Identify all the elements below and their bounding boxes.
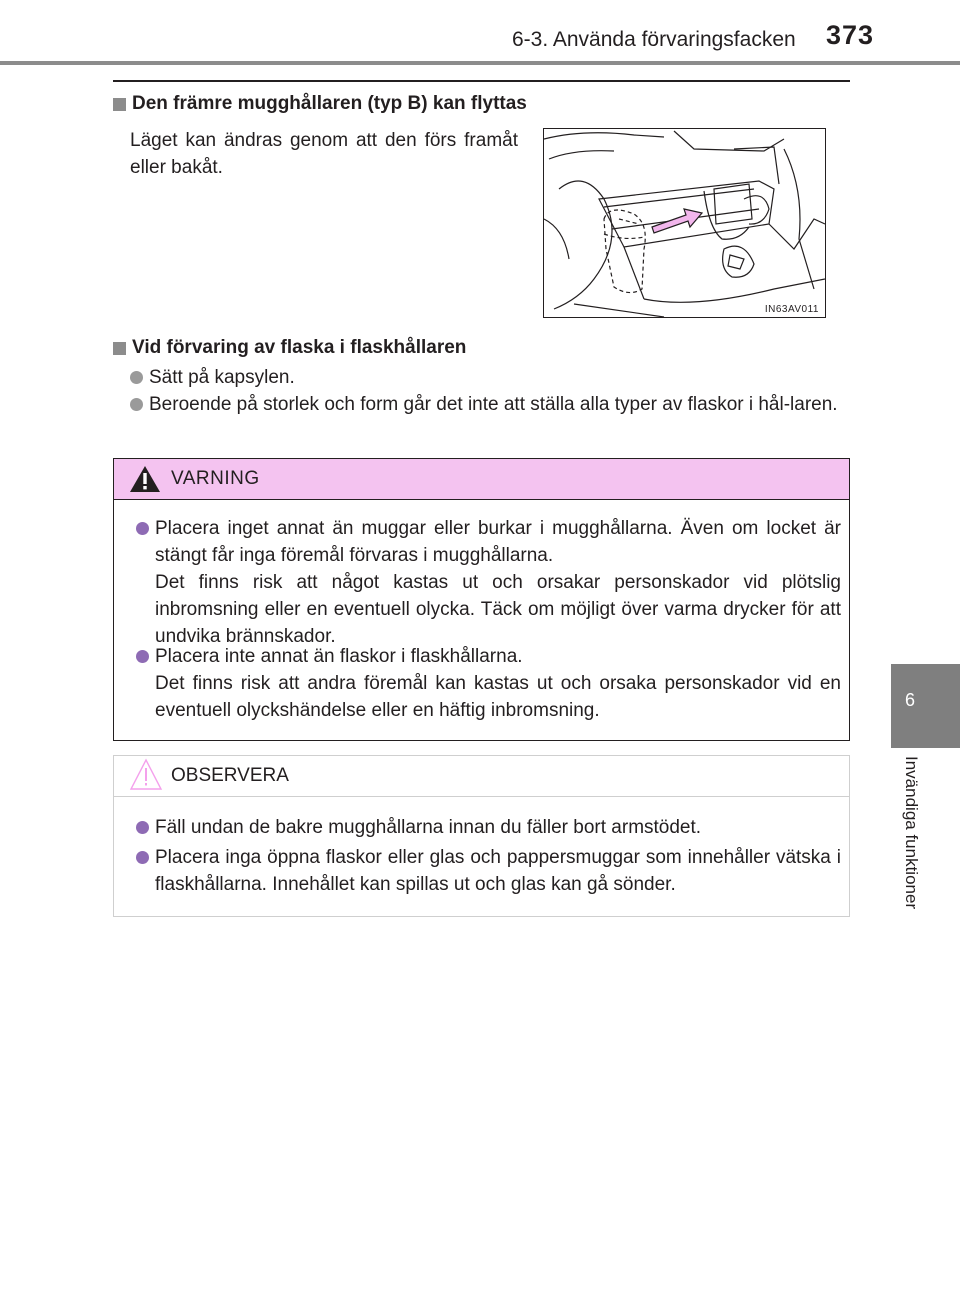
page-number: 373 bbox=[826, 20, 875, 50]
chapter-title: 6-3. Använda förvaringsfacken bbox=[512, 28, 796, 51]
warning-bullet-text: Placera inte annat än flaskor i flaskhållarna. bbox=[155, 646, 523, 667]
round-bullet-icon bbox=[136, 851, 149, 864]
bullet-item bbox=[130, 391, 850, 418]
warning-bullet-detail: Det finns risk att andra föremål kan kastas ut och orsaka personskador vid en eventuell olyckshändelse eller en häftig inbromsning. bbox=[155, 673, 841, 721]
caution-triangle-icon bbox=[129, 758, 163, 792]
round-bullet-icon bbox=[136, 522, 149, 535]
warning-title: VARNING bbox=[171, 468, 260, 489]
section-heading-text: Den främre mugghållaren (typ B) kan flyttas bbox=[132, 93, 527, 114]
round-bullet-icon bbox=[136, 650, 149, 663]
warning-box bbox=[113, 458, 850, 741]
header-rule bbox=[0, 61, 960, 65]
warning-bullet bbox=[136, 643, 841, 724]
section-heading-bottle-holder bbox=[113, 337, 466, 359]
bullet-item bbox=[130, 364, 850, 391]
cupholder-illustration bbox=[543, 128, 826, 318]
section-rule bbox=[113, 80, 850, 82]
notice-box bbox=[113, 755, 850, 917]
chapter-tab bbox=[891, 664, 960, 748]
round-bullet-icon bbox=[130, 398, 143, 411]
console-drawing bbox=[544, 129, 825, 317]
section-heading-movable-holder bbox=[113, 93, 527, 115]
chapter-tab-number: 6 bbox=[904, 690, 915, 710]
notice-bullet bbox=[136, 814, 841, 841]
section1-paragraph: Läget kan ändras genom att den förs framåt eller bakåt. bbox=[130, 130, 518, 178]
warning-triangle-icon bbox=[129, 465, 161, 493]
figure-code: IN63AV011 bbox=[764, 304, 819, 315]
warning-bullet bbox=[136, 515, 841, 650]
chapter-tab-label: Invändiga funktioner bbox=[902, 756, 921, 910]
round-bullet-icon bbox=[130, 371, 143, 384]
arrow-icon bbox=[652, 209, 702, 233]
bullet-text: Sätt på kapsylen. bbox=[149, 367, 295, 388]
square-bullet-icon bbox=[113, 98, 126, 111]
square-bullet-icon bbox=[113, 342, 126, 355]
warning-bullet-text: Placera inget annat än muggar eller burkar i mugghållarna. Även om locket är stängt får inga föremål förvaras i mugghållarna. bbox=[155, 518, 841, 566]
section-heading-text: Vid förvaring av flaska i flaskhållaren bbox=[132, 337, 467, 358]
notice-bullet bbox=[136, 844, 841, 898]
bullet-text: Beroende på storlek och form går det inte att ställa alla typer av flaskor i hål-laren. bbox=[149, 394, 838, 415]
notice-title: OBSERVERA bbox=[171, 765, 289, 786]
notice-bullet-text: Fäll undan de bakre mugghållarna innan du fäller bort armstödet. bbox=[155, 817, 702, 838]
round-bullet-icon bbox=[136, 821, 149, 834]
warning-header bbox=[114, 459, 849, 500]
notice-bullet-text: Placera inga öppna flaskor eller glas och pappersmuggar som innehåller vätska i flaskhållarna. Innehållet kan spillas ut och glas kan gå sönder. bbox=[155, 847, 841, 895]
warning-bullet-detail: Det finns risk att något kastas ut och orsakar personskador vid plötslig inbromsning eller en eventuell olycka. Täck om möjligt över varma drycker för att undvika brännskador. bbox=[155, 572, 841, 647]
notice-header bbox=[114, 756, 849, 797]
